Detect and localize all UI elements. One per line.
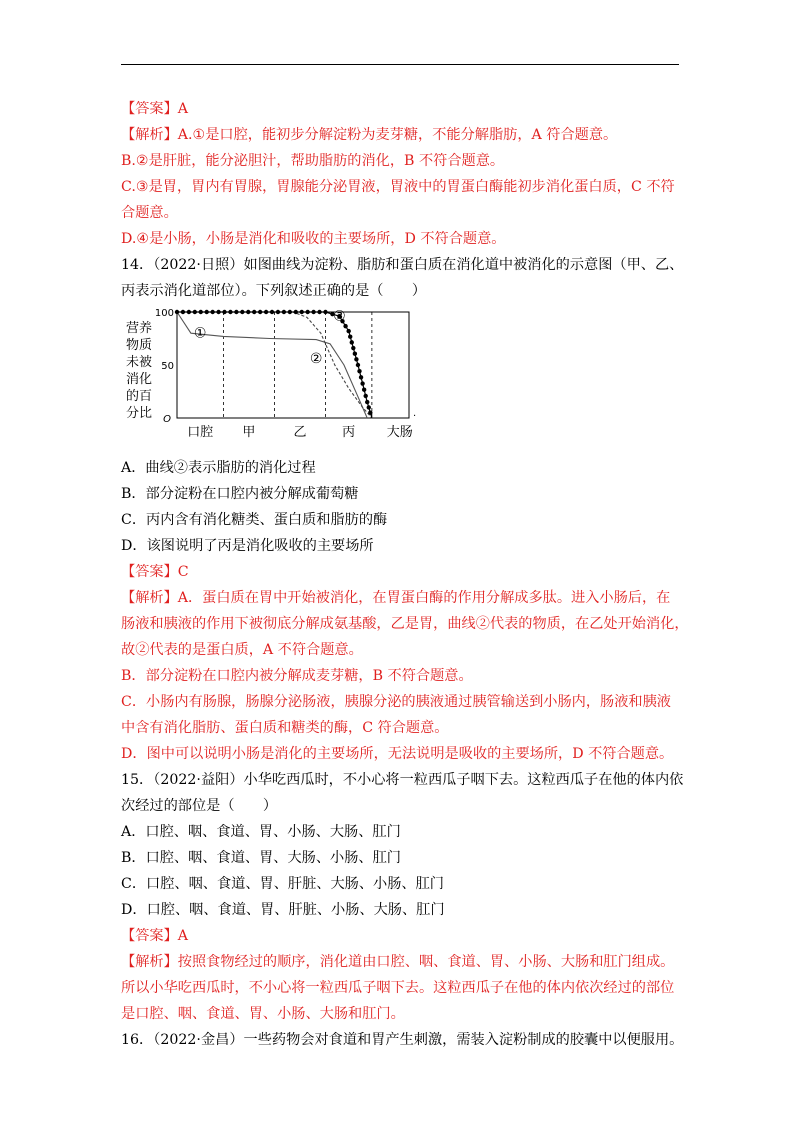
series-3-point: [216, 310, 220, 314]
y-tick-label: 50: [161, 361, 174, 372]
series-3-point: [359, 375, 363, 379]
y-axis-label: 分比: [126, 406, 153, 421]
series-3-point: [353, 351, 357, 355]
series-3-point: [234, 310, 238, 314]
x-category-label: 甲: [242, 425, 256, 440]
series-3-point: [351, 346, 355, 350]
series-3-point: [252, 310, 256, 314]
text-line: 合题意。: [121, 205, 178, 221]
text-line: C.③是胃，胃内有胃腺，胃腺能分泌胃液，胃液中的胃蛋白酶能初步消化蛋白质，C 不符: [121, 179, 675, 195]
text-line: 中含有消化脂肪、蛋白质和糖类的酶，C 符合题意。: [121, 720, 449, 736]
text-line: D．口腔、咽、食道、胃、肝脏、小肠、大肠、肛门: [121, 902, 445, 918]
series-3-point: [305, 310, 309, 314]
text-line: D．该图说明了丙是消化吸收的主要场所: [121, 538, 374, 554]
text-line: 【解析】A.①是口腔，能初步分解淀粉为麦芽糖，不能分解脂肪，A 符合题意。: [121, 127, 618, 143]
text-line: C．丙内含有消化糖类、蛋白质和脂肪的酶: [121, 512, 388, 528]
series-3-point: [270, 310, 274, 314]
text-line: 14．（2022·日照）如图曲线为淀粉、脂肪和蛋白质在消化道中被消化的示意图（甲、乙、: [121, 257, 684, 273]
digestion-chart: [120, 302, 420, 446]
y-tick-label: 100: [154, 308, 174, 319]
text-line: 【答案】A: [121, 928, 188, 944]
text-line: 【答案】A: [121, 101, 188, 117]
text-line: 16．（2022·金昌）一些药物会对食道和胃产生刺激，需装入淀粉制成的胶囊中以便服用。: [121, 1032, 684, 1048]
series-3-point: [222, 310, 226, 314]
series-3-point: [276, 310, 280, 314]
x-category-label: 大肠: [386, 425, 413, 440]
y-tick-label: O: [163, 414, 171, 425]
header-rule: [121, 64, 679, 65]
series-3-point: [311, 310, 315, 314]
text-line: B.②是肝脏，能分泌胆汁，帮助脂肪的消化，B 不符合题意。: [121, 153, 505, 169]
series-3-point: [346, 329, 350, 333]
series-3-point: [367, 405, 371, 409]
y-axis-label: 营养: [126, 321, 153, 336]
series-3-point: [354, 357, 358, 361]
series-3-point: [246, 310, 250, 314]
series-3-point: [288, 310, 292, 314]
series-3-point: [360, 381, 364, 385]
series-3-point: [187, 310, 191, 314]
text-line: 肠液和胰液的作用下被彻底分解成氨基酸，乙是胃，曲线②代表的物质，在乙处开始消化，: [121, 616, 689, 632]
series-3-point: [228, 310, 232, 314]
series-3-point: [348, 335, 352, 339]
series-marker-3: ③: [333, 308, 346, 325]
series-3-point: [368, 411, 372, 415]
series-3-point: [210, 310, 214, 314]
series-3-point: [363, 394, 367, 398]
series-3-point: [323, 310, 327, 314]
text-line: 15．（2022·益阳）小华吃西瓜时，不小心将一粒西瓜子咽下去。这粒西瓜子在他的体内依: [121, 772, 684, 788]
series-3-point: [343, 324, 347, 328]
text-line: 【解析】A．蛋白质在胃中开始被消化，在胃蛋白酶的作用分解成多肽。进入小肠后，在: [121, 590, 671, 606]
text-line: D．图中可以说明小肠是消化的主要场所，无法说明是吸收的主要场所，D 不符合题意。: [121, 746, 674, 762]
text-line: B．部分淀粉在口腔内被分解成葡萄糖: [121, 486, 359, 502]
x-category-label: 口腔: [187, 425, 214, 440]
plot-frame: [177, 312, 409, 418]
series-3-point: [356, 363, 360, 367]
text-line: 故②代表的是蛋白质，A 不符合题意。: [121, 642, 363, 658]
y-axis-label: 物质: [126, 338, 153, 353]
text-line: B．部分淀粉在口腔内被分解成麦芽糖，B 不符合题意。: [121, 668, 473, 684]
series-3-point: [357, 369, 361, 373]
y-axis-label: 消化: [126, 372, 153, 387]
text-line: C．口腔、咽、食道、胃、肝脏、大肠、小肠、肛门: [121, 876, 444, 892]
series-3-point: [181, 310, 185, 314]
series-3-point: [350, 340, 354, 344]
text-line: C．小肠内有肠腺，肠腺分泌肠液，胰腺分泌的胰液通过胰管输送到小肠内，肠液和胰液: [121, 694, 671, 710]
series-3-point: [204, 310, 208, 314]
series-3-point: [282, 310, 286, 314]
y-axis-label: 未被: [126, 355, 153, 370]
text-line: 是口腔、咽、食道、胃、小肠、大肠和肛门。: [121, 1006, 405, 1022]
text-line: 【解析】按照食物经过的顺序，消化道由口腔、咽、食道、胃、小肠、大肠和肛门组成。: [121, 954, 675, 970]
text-line: D.④是小肠，小肠是消化和吸收的主要场所，D 不符合题意。: [121, 231, 506, 247]
series-marker-2: ②: [309, 350, 323, 367]
series-3-point: [193, 310, 197, 314]
series-3-point: [317, 310, 321, 314]
series-3-point: [199, 310, 203, 314]
x-category-label: 乙: [293, 425, 307, 440]
series-marker-1: ①: [193, 325, 207, 342]
series-3-point: [264, 310, 268, 314]
series-3-point: [175, 310, 179, 314]
x-category-label: 丙: [342, 425, 356, 440]
text-line: 次经过的部位是（ ）: [121, 798, 278, 814]
series-3-point: [258, 310, 262, 314]
y-axis-label: 的百: [126, 389, 153, 404]
axis-end-dot: .: [413, 408, 417, 419]
text-line: B．口腔、咽、食道、胃、大肠、小肠、肛门: [121, 850, 401, 866]
text-line: 【答案】C: [121, 564, 189, 580]
series-3-point: [240, 310, 244, 314]
text-line: 所以小华吃西瓜时，不小心将一粒西瓜子咽下去。这粒西瓜子在他的体内依次经过的部位: [121, 980, 675, 996]
text-line: A．口腔、咽、食道、胃、小肠、大肠、肛门: [121, 824, 401, 840]
series-3-point: [362, 388, 366, 392]
series-3-point: [365, 400, 369, 404]
text-line: A．曲线②表示脂肪的消化过程: [121, 460, 316, 476]
series-3-point: [300, 310, 304, 314]
text-line: 丙表示消化道部位）。下列叙述正确的是（ ）: [121, 283, 427, 299]
series-3-point: [294, 310, 298, 314]
